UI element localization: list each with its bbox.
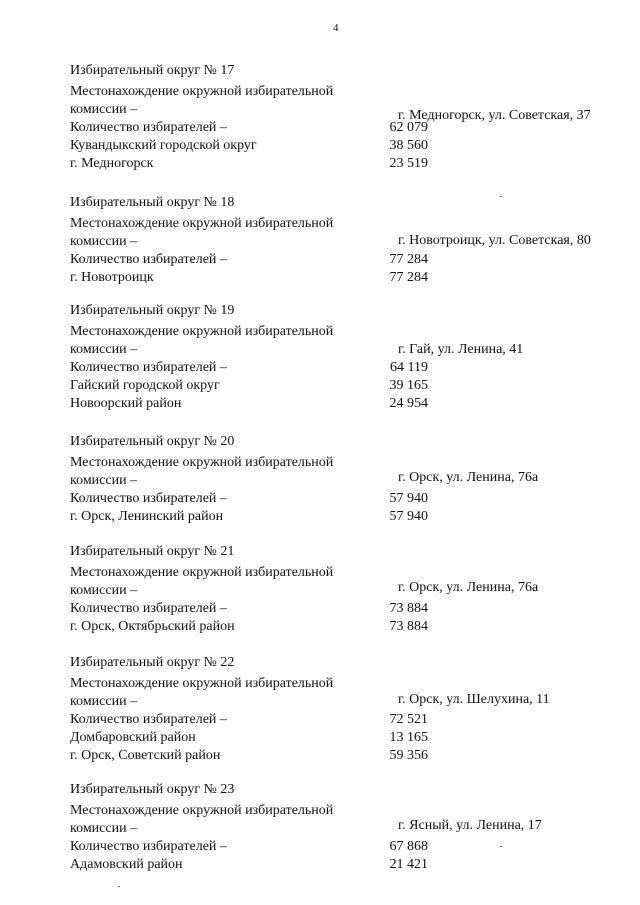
area-row [70,377,630,395]
commission-location-label-cont: комиссии – [70,342,138,357]
commission-address: г. Орск, ул. Ленина, 76а [398,580,539,595]
district-block [70,654,630,765]
commission-location-label: Местонахождение окружной избирательной [70,324,334,339]
voters-total-row [70,359,630,377]
commission-location-label: Местонахождение окружной избирательной [70,84,334,99]
area-row [70,618,630,636]
voters-total-row-label: Количество избирателей – [70,839,227,854]
area-row-count: 39 165 [389,378,428,393]
district-title: Избирательный округ № 18 [70,195,235,210]
district-title: Избирательный округ № 22 [70,655,235,670]
scan-speck [500,846,502,847]
area-row [70,155,630,173]
area-row-count: 23 519 [389,156,428,171]
district-block [70,781,630,874]
commission-location-label: Местонахождение окружной избирательной [70,565,334,580]
voters-total-row [70,838,630,856]
voters-total-row-label: Количество избирателей – [70,120,227,135]
commission-location-label-cont: комиссии – [70,102,138,117]
commission-location-label-cont: комиссии – [70,821,138,836]
area-row-count: 24 954 [389,396,428,411]
commission-location-label: Местонахождение окружной избирательной [70,803,334,818]
district-title: Избирательный округ № 23 [70,782,235,797]
area-row-label: г. Орск, Октябрьский район [70,619,235,634]
area-row-count: 57 940 [389,509,428,524]
district-title: Избирательный округ № 17 [70,63,235,78]
district-title: Избирательный округ № 21 [70,544,235,559]
area-row [70,729,630,747]
voters-total-row-count: 57 940 [389,491,428,506]
district-block [70,302,630,413]
area-row-label: Домбаровский район [70,730,196,745]
commission-location-label: Местонахождение окружной избирательной [70,676,334,691]
voters-total-row-count: 64 119 [390,360,428,375]
district-title: Избирательный округ № 20 [70,434,235,449]
area-row-label: Новоорский район [70,396,182,411]
commission-address: г. Орск, ул. Ленина, 76а [398,470,539,485]
district-block [70,543,630,636]
area-row-label: г. Орск, Ленинский район [70,509,224,524]
voters-total-row [70,711,630,729]
area-row [70,395,630,413]
scan-speck [118,886,120,887]
commission-address: г. Орск, ул. Шелухина, 11 [398,692,550,707]
voters-total-row-count: 72 521 [389,712,428,727]
area-row-count: 13 165 [389,730,428,745]
commission-address: г. Гай, ул. Ленина, 41 [398,342,524,357]
commission-location-label: Местонахождение окружной избирательной [70,216,334,231]
area-row-count: 73 884 [389,619,428,634]
area-row-label: Гайский городской округ [70,378,220,393]
voters-total-row [70,600,630,618]
area-row-count: 77 284 [389,270,428,285]
voters-total-row-count: 77 284 [389,252,428,267]
district-title: Избирательный округ № 19 [70,303,235,318]
voters-total-row-label: Количество избирателей – [70,712,227,727]
area-row-count: 59 356 [389,748,428,763]
area-row-count: 38 560 [389,138,428,153]
voters-total-row-label: Количество избирателей – [70,601,227,616]
commission-location-label-cont: комиссии – [70,583,138,598]
page-number: 4 [333,22,339,34]
area-row [70,269,630,287]
commission-location-label-cont: комиссии – [70,473,138,488]
area-row-label: г. Орск, Советский район [70,748,221,763]
area-row [70,856,630,874]
district-block [70,433,630,526]
voters-total-row [70,251,630,269]
area-row-label: Кувандыкский городской округ [70,138,257,153]
voters-total-row-label: Количество избирателей – [70,491,227,506]
area-row-label: г. Медногорск [70,156,154,171]
commission-address: г. Медногорск, ул. Советская, 37 [398,108,591,123]
commission-location-label: Местонахождение окружной избирательной [70,455,334,470]
commission-location-label-cont: комиссии – [70,234,138,249]
area-row-label: г. Новотроицк [70,270,154,285]
scan-speck [500,196,502,197]
area-row-count: 21 421 [389,857,428,872]
area-row [70,508,630,526]
area-row-label: Адамовский район [70,857,183,872]
voters-total-row-label: Количество избирателей – [70,360,227,375]
voters-total-row [70,490,630,508]
voters-total-row-count: 67 868 [389,839,428,854]
voters-total-row-label: Количество избирателей – [70,252,227,267]
commission-location-label-cont: комиссии – [70,694,138,709]
voters-total-row-count: 62 079 [389,120,428,135]
commission-address: г. Новотроицк, ул. Советская, 80 [398,233,591,248]
area-row [70,137,630,155]
voters-total-row-count: 73 884 [389,601,428,616]
commission-address: г. Ясный, ул. Ленина, 17 [398,818,542,833]
area-row [70,747,630,765]
